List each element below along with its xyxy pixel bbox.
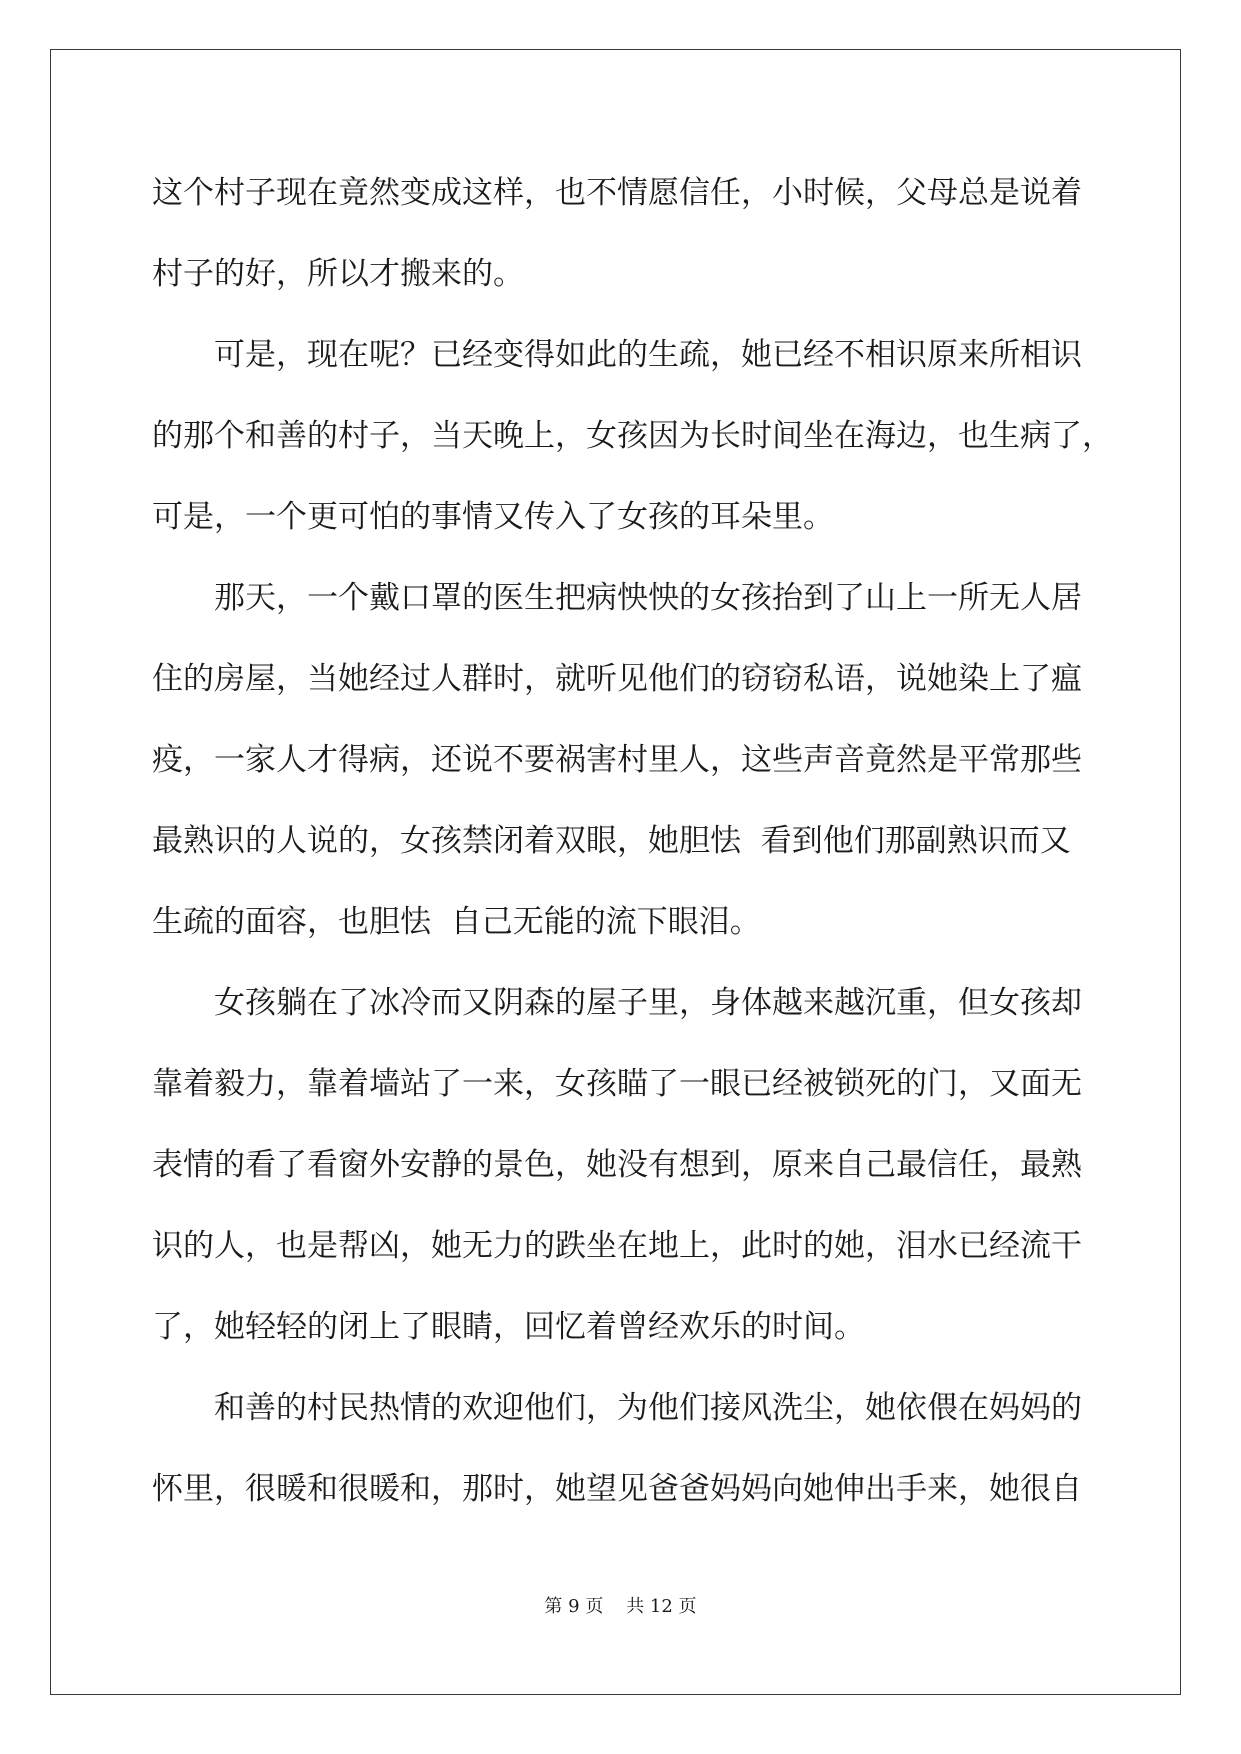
text-line: 村子的好，所以才搬来的。	[152, 256, 524, 292]
document-body	[152, 153, 1113, 1530]
page-number-footer: 第 9 页 共 12 页	[544, 1596, 697, 1617]
text-line: 靠着毅力，靠着墙站了一来，女孩瞄了一眼已经被锁死的门，又面无	[152, 1066, 1082, 1102]
text-line: 和善的村民热情的欢迎他们，为他们接风洗尘，她依偎在妈妈的	[214, 1390, 1082, 1426]
text-line: 可是，一个更可怕的事情又传入了女孩的耳朵里。	[152, 499, 834, 535]
text-line: 这个村子现在竟然变成这样，也不情愿信任，小时候，父母总是说着	[152, 175, 1082, 211]
text-line: 表情的看了看窗外安静的景色，她没有想到，原来自己最信任，最熟	[152, 1147, 1082, 1183]
text-line: 女孩躺在了冰冷而又阴森的屋子里，身体越来越沉重，但女孩却	[214, 985, 1082, 1021]
text-line: 识的人，也是帮凶，她无力的跌坐在地上，此时的她，泪水已经流干	[152, 1228, 1082, 1264]
text-line: 可是，现在呢？已经变得如此的生疏，她已经不相识原来所相识	[214, 337, 1082, 373]
text-line: 了，她轻轻的闭上了眼睛，回忆着曾经欢乐的时间。	[152, 1309, 865, 1345]
text-line: 住的房屋，当她经过人群时，就听见他们的窃窃私语，说她染上了瘟	[152, 661, 1082, 697]
text-line: 那天，一个戴口罩的医生把病怏怏的女孩抬到了山上一所无人居	[214, 580, 1082, 616]
text-line: 最熟识的人说的，女孩禁闭着双眼，她胆怯 看到他们那副熟识而又	[152, 823, 1071, 859]
text-line: 生疏的面容，也胆怯 自己无能的流下眼泪。	[152, 904, 761, 940]
text-line: 疫，一家人才得病，还说不要祸害村里人，这些声音竟然是平常那些	[152, 742, 1082, 778]
text-line: 怀里，很暖和很暖和，那时，她望见爸爸妈妈向她伸出手来，她很自	[152, 1471, 1082, 1507]
text-line: 的那个和善的村子，当天晚上，女孩因为长时间坐在海边，也生病了，	[152, 418, 1113, 454]
